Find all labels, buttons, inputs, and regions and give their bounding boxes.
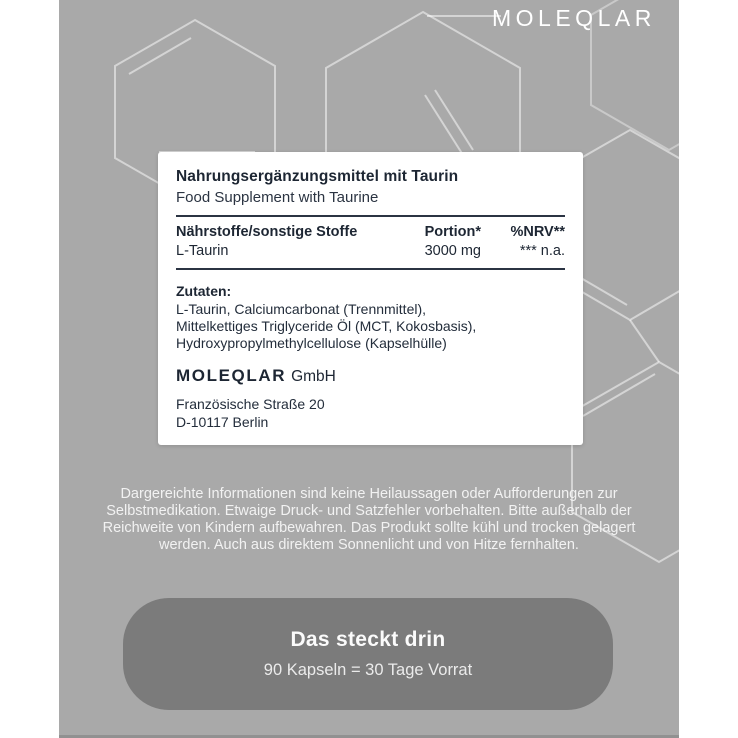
value-nrv: *** n.a. <box>519 243 565 259</box>
divider-line <box>176 268 565 270</box>
disclaimer-line: Reichweite von Kindern aufbewahren. Das Produkt sollte kühl und trocken gelagert <box>102 520 636 536</box>
label-card <box>158 152 583 445</box>
ingredient-line: Hydroxypropylmethylcellulose (Kapselhülle) <box>176 335 447 351</box>
nutrition-table-row <box>176 243 565 259</box>
molecule-bond <box>583 374 655 416</box>
molecule-bond <box>129 38 191 74</box>
nutrition-table-header <box>176 224 565 240</box>
company-logotype: MOLEQLAR <box>176 366 287 385</box>
company-suffix: GmbH <box>291 368 336 385</box>
contents-box <box>123 598 613 710</box>
address-city: D-10117 Berlin <box>176 414 269 430</box>
ingredient-line: L-Taurin, Calciumcarbonat (Trennmittel), <box>176 301 427 317</box>
disclaimer-line: werden. Auch aus direktem Sonnenlicht und von Hitze fernhalten. <box>159 537 579 553</box>
disclaimer-line: Selbstmedikation. Etwaige Druck- und Satzfehler vorbehalten. Bitte außerhalb der <box>106 503 632 519</box>
divider-line <box>176 215 565 217</box>
contents-box-subtitle: 90 Kapseln = 30 Tage Vorrat <box>263 661 473 679</box>
value-nutrient: L-Taurin <box>176 243 229 259</box>
card-title-german: Nahrungsergänzungsmittel mit Taurin <box>176 168 459 185</box>
company-address <box>176 395 565 431</box>
card-title-english: Food Supplement with Taurine <box>176 189 379 206</box>
column-nrv: %NRV** <box>510 224 565 240</box>
value-portion: 3000 mg <box>424 243 481 259</box>
disclaimer-line: Dargereichte Informationen sind keine Heilaussagen oder Aufforderungen zur <box>120 486 618 502</box>
address-street: Französische Straße 20 <box>176 396 325 412</box>
molecule-bond <box>630 320 659 362</box>
contents-box-title: Das steckt drin <box>290 628 446 651</box>
ingredient-line: Mittelkettiges Triglyceride Öl (MCT, Kokosbasis), <box>176 318 477 334</box>
disclaimer-text <box>79 486 659 554</box>
ingredients-heading: Zutaten: <box>176 283 232 299</box>
ingredients-list <box>176 301 565 352</box>
company-name <box>176 366 565 386</box>
column-nutrient: Nährstoffe/sonstige Stoffe <box>176 224 358 240</box>
column-portion: Portion* <box>424 224 481 240</box>
brand-logo: MOLEQLAR <box>492 5 656 31</box>
gray-label-panel <box>59 0 679 738</box>
